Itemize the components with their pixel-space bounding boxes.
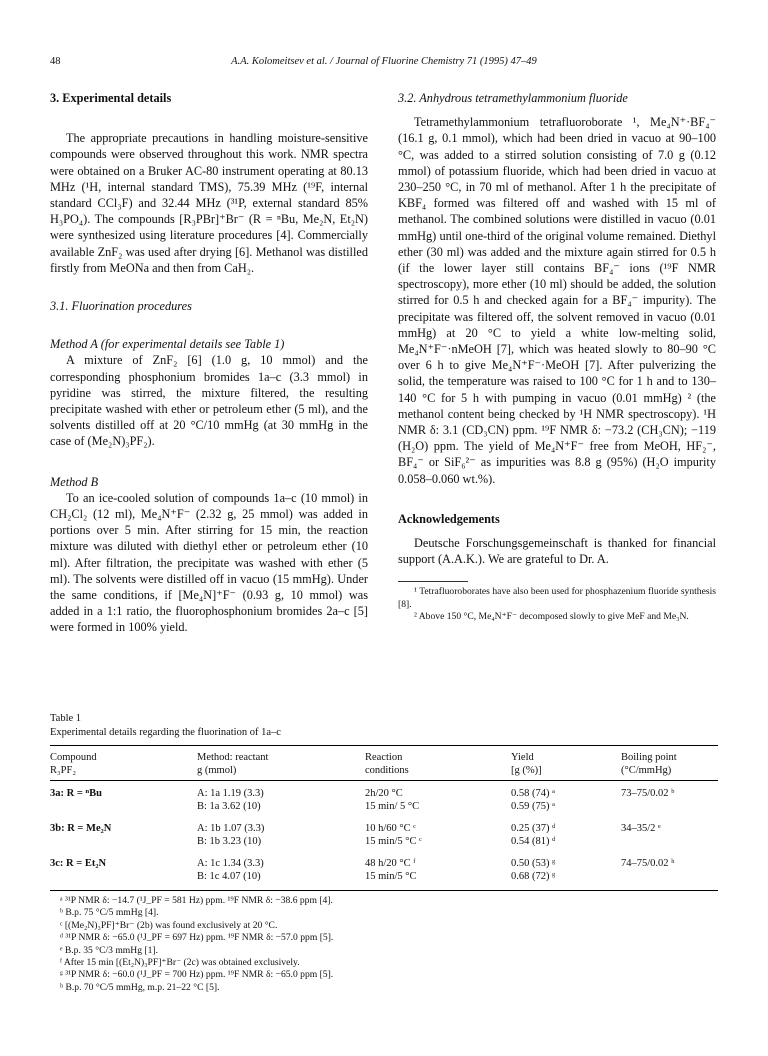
method-cell: B: 1c 4.07 (10) [197,871,365,891]
table-note: ʰ B.p. 70 °C/5 mmHg, m.p. 21–22 °C [5]. [60,981,220,993]
bp-cell: 34–35/2 ᵉ [621,823,661,834]
conditions-cell: 15 min/5 °C [365,871,511,891]
subsection-tmaf: 3.2. Anhydrous tetramethylammonium fluoride [398,91,628,105]
method-cell: B: 1b 3.23 (10) [197,835,262,847]
running-title: A.A. Kolomeitsev et al. / Journal of Fluorine Chemistry 71 (1995) 47–49 [231,56,537,67]
table-header-row [50,746,718,781]
bp-cell [621,871,718,891]
column-header: Yield [g (%)] [511,746,621,781]
footnote-2: ² Above 150 °C, Me₄N⁺F⁻ decomposed slowly to give MeF and Me₃N. [414,611,689,623]
table-note: ᵍ ³¹P NMR δ: −60.0 (¹J_PF = 700 Hz) ppm. ¹⁹F NMR δ: −65.0 ppm [5]. [60,969,334,981]
method-b-title: Method B [50,474,99,489]
table-row [50,781,718,801]
table-note: ᵇ B.p. 75 °C/5 mmHg [4]. [60,907,159,919]
table-note: ᵃ ³¹P NMR δ: −14.7 (¹J_PF = 581 Hz) ppm. ¹⁹F NMR δ: −38.6 ppm [4]. [60,895,333,906]
method-a-title: Method A (for experimental details see Table 1) [50,337,285,352]
table-note: ᶠ After 15 min [(Et₂N)₃PF]⁺Br⁻ (2c) was obtained exclusively. [60,957,300,969]
table-row [50,801,718,817]
table-row [50,851,718,871]
yield-cell: 0.25 (37) ᵈ [511,823,556,834]
column-header: Reaction conditions [365,746,511,781]
table-row [50,816,718,836]
conditions-cell: 15 min/ 5 °C [365,800,420,812]
bp-cell [621,801,718,817]
yield-cell: 0.59 (75) ᵃ [511,800,555,812]
method-cell: A: 1a 1.19 (3.3) [197,788,264,799]
section-title: 3. Experimental details [50,91,172,105]
table-row [50,836,718,852]
table-grid [50,745,718,891]
method-a-paragraph: A mixture of ZnF₂ [6] (1.0 g, 10 mmol) and the corresponding phosphonium bromides 1a–c (3.3 mmol) in pyridine was stirred, the mixture filtered, the resulting precipitate washed with ether or petroleum ether (5 ml), and the solvents distilled off at 20 °C/10 mmHg (at 30 mmHg in the case of (Me₂N)₃PF₂). [50,353,368,449]
yield-cell: 0.54 (81) ᵈ [511,835,556,847]
conditions-cell: 48 h/20 °C ᶠ [365,858,416,869]
running-header [50,56,718,72]
compound-cell: 3b: R = Me₂N [50,823,112,834]
acknowledgements-title: Acknowledgements [398,511,500,526]
bp-cell: 74–75/0.02 ʰ [621,858,675,869]
page-number: 48 [50,56,61,67]
bp-cell [621,836,718,852]
table-caption-label: Table 1 [50,713,82,724]
table-note: ᶜ [(Me₂N)₃PF]⁺Br⁻ (2b) was found exclusively at 20 °C. [60,919,278,931]
footnote-divider [398,581,468,582]
column-header: Method: reactant g (mmol) [197,746,365,781]
conditions-cell: 10 h/60 °C ᶜ [365,823,416,834]
conditions-cell: 15 min/5 °C ᶜ [365,835,422,847]
tmaf-paragraph: Tetramethylammonium tetrafluoroborate ¹, Me₄N⁺·BF₄⁻ (16.1 g, 0.1 mmol), which had been dried in vacuo at 90–100 °C, was added to a stirred solution consisting of 7.0 g (0.12 mmol) of potassium fluoride, which had been dried in vacuo at 230–250 °C, in 70 ml of methanol. After 1 h the precipitate of KBF₄ formed was filtered off and washed with 15 ml of methanol. The combined solutions were distilled in vacuo (0.01 mmHg) until one-third of the original volume remained. Diethyl ether (30 ml) was added and the mixture again stirred for 0.5 h (if the lower layer still contains BF₄⁻ ions (¹⁹F NMR spectroscopy), more ether (10 ml) should be added, the solution stirred for 0.5 h and checked again for a BF₄⁻ impurity). The precipitate was filtered off, the solvent removed in vacuo (0.01 mmHg) at 20 °C to yield a white low-melting solid, Me₄N⁺F⁻·nMeOH [7], which was heated slowly to 80–90 °C over 6 h to give Me₄N⁺F⁻·MeOH [7]. After pulverizing the solid, the temperature was raised to 100 °C for 1 h and to 130–140 °C for 5 h with pumping in vacuo (0.01 mmHg) ² (the methanol content being checked by ¹H NMR spectroscopy). ¹H NMR δ: 3.1 (CD₃CN) ppm. ¹⁹F NMR δ: −73.2 (CH₃CN); −119 (H₂O) ppm. The yield of Me₄N⁺F⁻ free from MeOH, HF₂⁻, BF₄⁻ or SiF₆²⁻ as impurities was 8.8 g (95%) (H₂O impurity 0.058–0.060 wt.%). [398,115,716,486]
yield-cell: 0.58 (74) ᵃ [511,788,555,799]
table-caption-text: Experimental details regarding the fluorination of 1a–c [50,727,281,738]
method-cell: A: 1c 1.34 (3.3) [197,858,264,869]
yield-cell: 0.50 (53) ᵍ [511,858,556,869]
method-b-paragraph: To an ice-cooled solution of compounds 1a–c (10 mmol) in CH₂Cl₂ (12 ml), Me₄N⁺F⁻ (2.32 g, 25 mmol) was added in portions over 5 min. After stirring for 15 min, the reaction mixture was diluted with diethyl ether or petroleum ether (10 ml). After filtration, the precipitate was washed with ether (5 ml). The solvents were distilled off in vacuo (15 mmHg). Under the same conditions, if [Me₄N]⁺F⁻ (0.93 g, 10 mmol) was added in a 1:1 ratio, the fluorophosphonium bromides 2a–c [5] were formed in 100% yield. [50,490,368,635]
conditions-cell: 2h/20 °C [365,788,403,799]
column-header: Boiling point (°C/mmHg) [621,746,718,781]
yield-cell: 0.68 (72) ᵍ [511,871,621,891]
table-note: ᵈ ³¹P NMR δ: −65.0 (¹J_PF = 697 Hz) ppm. ¹⁹F NMR δ: −57.0 ppm [5]. [60,932,334,944]
left-column [50,90,368,636]
subsection-fluorination: 3.1. Fluorination procedures [50,299,192,314]
column-header: Compound R₃PF₂ [50,746,197,781]
method-cell: B: 1a 3.62 (10) [197,800,261,812]
table-note: ᵉ B.p. 35 °C/3 mmHg [1]. [60,944,158,956]
table-1 [50,712,718,994]
method-cell: A: 1b 1.07 (3.3) [197,823,265,834]
bp-cell: 73–75/0.02 ᵇ [621,788,675,799]
table-row [50,871,718,891]
acknowledgements-paragraph: Deutsche Forschungsgemeinschaft is thanked for financial support (A.A.K.). We are grateful to Dr. A. [398,536,716,567]
table-notes [50,895,718,994]
right-column [398,90,716,624]
footnote-1: ¹ Tetrafluoroborates have also been used for phosphazenium fluoride synthesis [8]. [398,586,716,610]
compound-cell: 3a: R = ⁿBu [50,788,102,799]
intro-paragraph: The appropriate precautions in handling moisture-sensitive compounds were observed throughout this work. NMR spectra were obtained on a Bruker AC-80 instrument operating at 80.13 MHz (¹H, internal standard TMS), 75.39 MHz (¹⁹F, internal standard CCl₃F) and 32.44 MHz (³¹P, external standard 85% H₃PO₄). The compounds [R₃PBr]⁺Br⁻ (R = ⁿBu, Me₂N, Et₂N) were synthesized using literature procedures [4]. Commercially available ZnF₂ was used after drying [6]. Methanol was distilled firstly from MeONa and then from CaH₂. [50,131,368,275]
compound-cell: 3c: R = Et₂N [50,858,107,869]
